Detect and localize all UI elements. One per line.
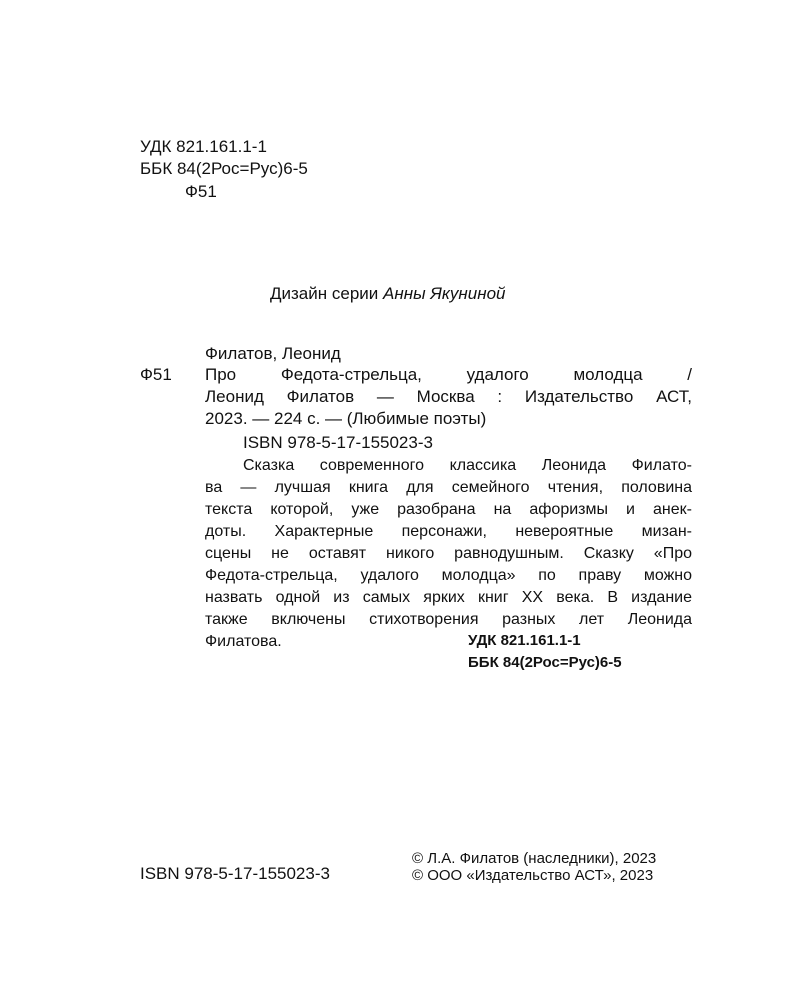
annotation-line: текста которой, уже разобрана на афоризмы и анек- xyxy=(205,501,692,518)
bbk-code-bottom: ББК 84(2Рос=Рус)6-5 xyxy=(468,654,622,671)
isbn-record: ISBN 978-5-17-155023-3 xyxy=(243,433,433,452)
author-heading: Филатов, Леонид xyxy=(205,344,341,363)
annotation-line: назвать одной из самых ярких книг XX века. В издание xyxy=(205,589,692,606)
bibliographic-line: 2023. — 224 с. — (Любимые поэты) xyxy=(205,409,487,428)
annotation-line: Федота-стрельца, удалого молодца» по праву можно xyxy=(205,567,692,584)
copyright-line: © Л.А. Филатов (наследники), 2023 xyxy=(412,850,657,867)
series-design-credit xyxy=(270,283,506,305)
isbn-footer: ISBN 978-5-17-155023-3 xyxy=(140,864,330,883)
copyright-line: © ООО «Издательство АСТ», 2023 xyxy=(412,867,654,884)
series-designer-name: Анны Якуниной xyxy=(383,284,506,303)
annotation-line: также включены стихотворения разных лет Леонида xyxy=(205,611,692,628)
udk-code-top: УДК 821.161.1-1 xyxy=(140,137,267,156)
annotation-line: Филатова. xyxy=(205,633,282,650)
bibliographic-line: Про Федота-стрельца, удалого молодца / xyxy=(205,365,692,384)
annotation-line: Сказка современного классика Леонида Филато- xyxy=(243,457,692,474)
annotation-line: ва — лучшая книга для семейного чтения, половина xyxy=(205,479,692,496)
bbk-code-top: ББК 84(2Рос=Рус)6-5 xyxy=(140,159,308,178)
annotation-line: доты. Характерные персонажи, невероятные мизан- xyxy=(205,523,692,540)
udk-code-bottom: УДК 821.161.1-1 xyxy=(468,632,581,649)
series-design-prefix: Дизайн серии xyxy=(270,284,379,303)
annotation-line: сцены не оставят никого равнодушным. Сказку «Про xyxy=(205,545,692,562)
bibliographic-line: Леонид Филатов — Москва : Издательство АСТ, xyxy=(205,387,692,406)
author-sign-top: Ф51 xyxy=(185,182,217,201)
author-sign-mid: Ф51 xyxy=(140,365,172,384)
